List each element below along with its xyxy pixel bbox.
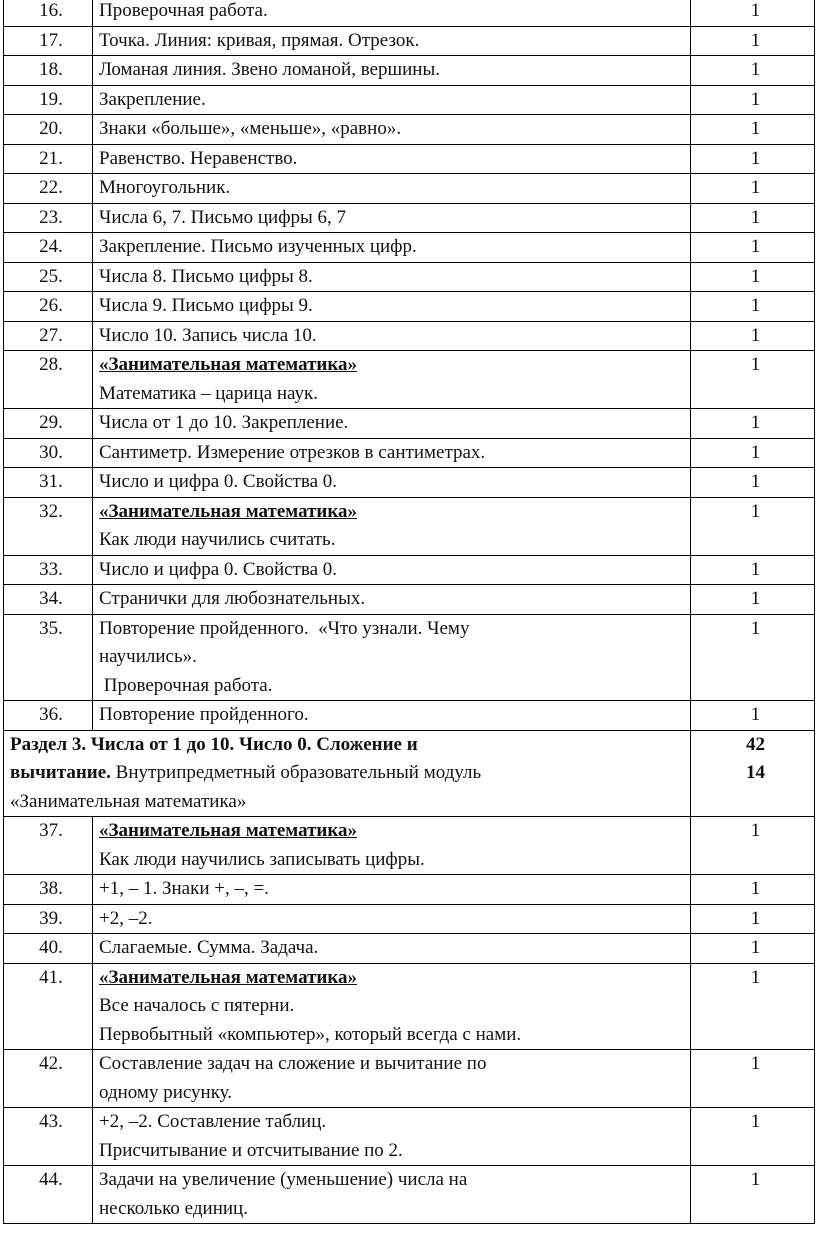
topic-line: Проверочная работа.: [99, 0, 268, 21]
section-title-bold: вычитание.: [10, 762, 111, 783]
lesson-topic: [93, 262, 691, 292]
lesson-number: 42.: [4, 1050, 93, 1108]
lesson-number: 38.: [4, 875, 93, 905]
lesson-number: 16.: [4, 0, 93, 26]
lesson-row: [4, 468, 815, 498]
module-title: «Занимательная математика»: [99, 500, 358, 522]
topic-line: Числа 8. Письмо цифры 8.: [99, 265, 313, 287]
lesson-number: 28.: [4, 351, 93, 409]
lesson-number: 19.: [4, 85, 93, 115]
lesson-hours: 1: [691, 409, 815, 439]
lesson-topic: [93, 233, 691, 263]
lesson-number: 30.: [4, 438, 93, 468]
lesson-row: [4, 934, 815, 964]
topic-line: Повторение пройденного.: [99, 704, 309, 725]
lesson-row: [4, 321, 815, 351]
topic-line: Равенство. Неравенство.: [99, 147, 298, 169]
lesson-row: [4, 351, 815, 409]
topic-line: +2, –2. Составление таблиц.: [99, 1111, 327, 1132]
lesson-hours: 1: [691, 1050, 815, 1108]
lesson-number: 23.: [4, 203, 93, 233]
lesson-hours: 1: [691, 555, 815, 585]
topic-line: Все началось с пятерни.: [99, 995, 295, 1016]
lesson-row: [4, 26, 815, 56]
lesson-row: [4, 817, 815, 875]
lesson-hours: 1: [691, 614, 815, 701]
topic-line: Многоугольник.: [99, 177, 231, 198]
lesson-topic: [93, 56, 691, 86]
lesson-hours: 1: [691, 144, 815, 174]
topic-line: Число и цифра 0. Свойства 0.: [99, 558, 338, 580]
lesson-hours: 1: [691, 934, 815, 964]
lesson-number: 41.: [4, 963, 93, 1050]
lesson-row: [4, 614, 815, 701]
lesson-row: [4, 555, 815, 585]
lesson-topic: [93, 497, 691, 555]
lesson-number: 39.: [4, 904, 93, 934]
lesson-topic: [93, 203, 691, 233]
lesson-hours: 1: [691, 817, 815, 875]
lesson-number: 31.: [4, 468, 93, 498]
lesson-row: [4, 144, 815, 174]
lesson-row: [4, 174, 815, 204]
lesson-row: [4, 963, 815, 1050]
lesson-topic: [93, 438, 691, 468]
topic-line: Слагаемые. Сумма. Задача.: [99, 937, 319, 958]
lesson-topic: [93, 321, 691, 351]
lesson-number: 20.: [4, 115, 93, 145]
lesson-hours: 1: [691, 85, 815, 115]
topic-line: Сантиметр. Измерение отрезков в сантиметрах.: [99, 441, 486, 463]
section-title-line-2: [10, 759, 690, 788]
lesson-hours: 1: [691, 321, 815, 351]
lesson-row: [4, 85, 815, 115]
topic-line: Закрепление. Письмо изученных цифр.: [99, 236, 417, 257]
lesson-topic: [93, 963, 691, 1050]
lesson-number: 21.: [4, 144, 93, 174]
lesson-hours: 1: [691, 56, 815, 86]
lesson-number: 25.: [4, 262, 93, 292]
lesson-row: [4, 497, 815, 555]
topic-line: Точка. Линия: кривая, прямая. Отрезок.: [99, 29, 420, 51]
topic-line: несколько единиц.: [99, 1197, 248, 1219]
lesson-topic: [93, 1108, 691, 1166]
topic-line: Проверочная работа.: [99, 674, 273, 696]
topic-line: Составление задач на сложение и вычитание по: [99, 1053, 487, 1074]
lesson-hours: 1: [691, 585, 815, 615]
lesson-row: [4, 262, 815, 292]
topic-line: Знаки «больше», «меньше», «равно».: [99, 118, 402, 139]
lesson-hours: 1: [691, 1108, 815, 1166]
topic-line: Как люди научились считать.: [99, 529, 336, 550]
lesson-number: 22.: [4, 174, 93, 204]
section-title-cell: [4, 730, 691, 817]
lesson-hours: 1: [691, 438, 815, 468]
topic-line: Числа 9. Письмо цифры 9.: [99, 295, 313, 316]
module-title: «Занимательная математика»: [99, 820, 358, 841]
lesson-number: 18.: [4, 56, 93, 86]
section-hours-total: 42: [746, 733, 765, 755]
lesson-hours: 1: [691, 262, 815, 292]
lesson-topic: [93, 292, 691, 322]
topic-line: Повторение пройденного. «Что узнали. Чему: [99, 617, 470, 639]
lesson-row: [4, 1050, 815, 1108]
lesson-number: 17.: [4, 26, 93, 56]
lesson-row: [4, 438, 815, 468]
lesson-hours: 1: [691, 292, 815, 322]
lesson-number: 33.: [4, 555, 93, 585]
lesson-topic: [93, 934, 691, 964]
lesson-row: [4, 233, 815, 263]
lesson-hours: 1: [691, 904, 815, 934]
lesson-number: 37.: [4, 817, 93, 875]
lesson-hours: 1: [691, 115, 815, 145]
topic-line: Присчитывание и отсчитывание по 2.: [99, 1139, 403, 1161]
lesson-hours: 1: [691, 351, 815, 409]
lesson-number: 24.: [4, 233, 93, 263]
lesson-number: 29.: [4, 409, 93, 439]
lesson-row: [4, 409, 815, 439]
lesson-number: 35.: [4, 614, 93, 701]
topic-line: Задачи на увеличение (уменьшение) числа на: [99, 1169, 468, 1190]
module-title: «Занимательная математика»: [99, 354, 358, 375]
lesson-hours: 1: [691, 875, 815, 905]
lesson-row: [4, 701, 815, 731]
section-row: [4, 730, 815, 817]
lesson-number: 44.: [4, 1166, 93, 1224]
lesson-hours: 1: [691, 701, 815, 731]
lesson-number: 34.: [4, 585, 93, 615]
lesson-number: 26.: [4, 292, 93, 322]
lesson-hours: 1: [691, 203, 815, 233]
topic-line: Как люди научились записывать цифры.: [99, 848, 425, 870]
lesson-hours: 1: [691, 1166, 815, 1224]
topic-line: Ломаная линия. Звено ломаной, вершины.: [99, 59, 440, 80]
lesson-plan-body: [4, 0, 815, 1224]
lesson-hours: 1: [691, 963, 815, 1050]
lesson-topic: [93, 585, 691, 615]
lesson-row: [4, 203, 815, 233]
lesson-number: 27.: [4, 321, 93, 351]
lesson-topic: [93, 468, 691, 498]
lesson-number: 43.: [4, 1108, 93, 1166]
section-hours-module: 14: [746, 762, 765, 783]
lesson-topic: [93, 701, 691, 731]
lesson-row: [4, 875, 815, 905]
lesson-plan-table: [3, 0, 815, 1224]
lesson-hours: 1: [691, 468, 815, 498]
topic-line: Числа 6, 7. Письмо цифры 6, 7: [99, 206, 347, 228]
lesson-topic: [93, 351, 691, 409]
topic-line: одному рисунку.: [99, 1081, 233, 1103]
topic-line: научились».: [99, 646, 197, 667]
lesson-topic: [93, 0, 691, 26]
topic-line: Число 10. Запись числа 10.: [99, 324, 317, 346]
lesson-topic: [93, 115, 691, 145]
lesson-number: 40.: [4, 934, 93, 964]
lesson-row: [4, 115, 815, 145]
lesson-topic: [93, 614, 691, 701]
topic-line: Закрепление.: [99, 88, 206, 110]
lesson-row: [4, 1166, 815, 1224]
lesson-topic: [93, 1166, 691, 1224]
lesson-row: [4, 1108, 815, 1166]
topic-line: +2, –2.: [99, 907, 153, 929]
lesson-hours: 1: [691, 233, 815, 263]
lesson-row: [4, 56, 815, 86]
topic-line: Странички для любознательных.: [99, 588, 366, 609]
topic-line: Число и цифра 0. Свойства 0.: [99, 471, 338, 492]
lesson-topic: [93, 144, 691, 174]
lesson-row: [4, 0, 815, 26]
lesson-number: 36.: [4, 701, 93, 731]
topic-line: Математика – царица наук.: [99, 382, 318, 404]
lesson-topic: [93, 817, 691, 875]
lesson-topic: [93, 555, 691, 585]
lesson-hours: 1: [691, 0, 815, 26]
module-title: «Занимательная математика»: [99, 966, 358, 988]
lesson-row: [4, 585, 815, 615]
lesson-topic: [93, 85, 691, 115]
lesson-topic: [93, 1050, 691, 1108]
lesson-topic: [93, 904, 691, 934]
topic-line: Первобытный «компьютер», который всегда с нами.: [99, 1023, 522, 1045]
lesson-hours: 1: [691, 26, 815, 56]
lesson-hours: 1: [691, 174, 815, 204]
topic-line: +1, – 1. Знаки +, –, =.: [99, 878, 269, 899]
lesson-hours: 1: [691, 497, 815, 555]
lesson-number: 32.: [4, 497, 93, 555]
lesson-row: [4, 904, 815, 934]
section-title-line-1: Раздел 3. Числа от 1 до 10. Число 0. Сложение и: [10, 733, 418, 755]
lesson-topic: [93, 26, 691, 56]
section-hours-cell: [691, 730, 815, 817]
topic-line: Числа от 1 до 10. Закрепление.: [99, 412, 349, 433]
lesson-row: [4, 292, 815, 322]
lesson-topic: [93, 875, 691, 905]
section-module-text: Внутрипредметный образовательный модуль: [110, 762, 482, 783]
lesson-topic: [93, 409, 691, 439]
section-module-name: «Занимательная математика»: [10, 790, 247, 812]
lesson-topic: [93, 174, 691, 204]
